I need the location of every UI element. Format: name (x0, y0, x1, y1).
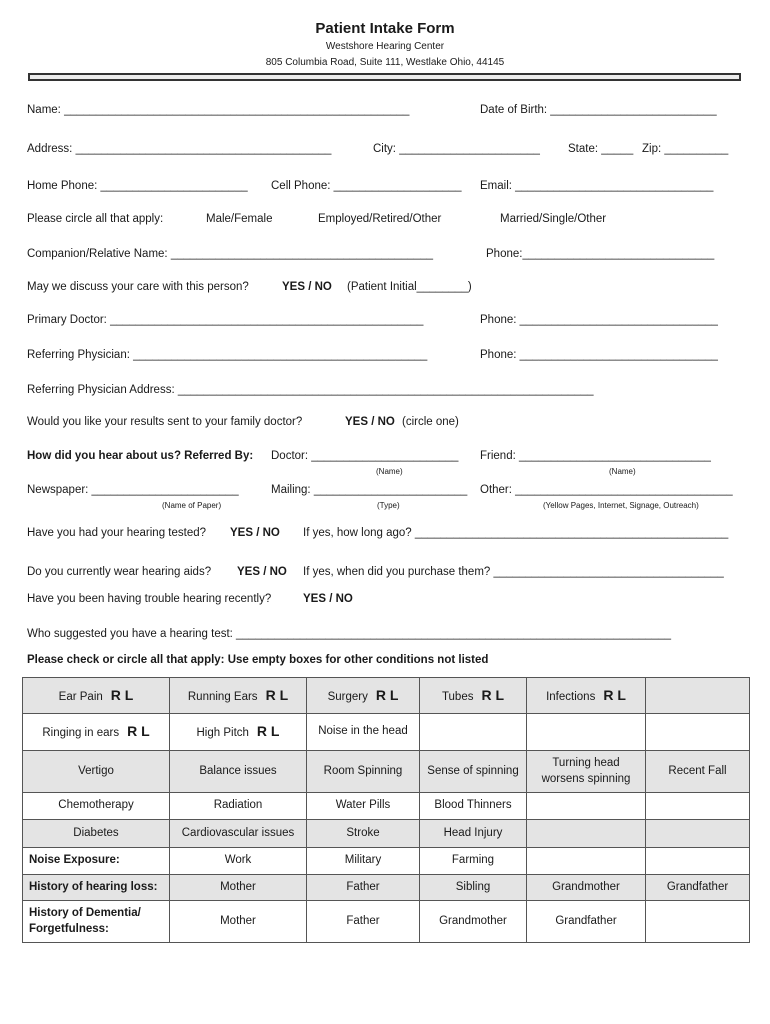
table-cell[interactable] (646, 714, 750, 751)
table-row (23, 714, 750, 751)
friend-name-hint: (Name) (609, 467, 636, 476)
table-cell[interactable]: Turning head worsens spinning (527, 751, 646, 793)
table-row-label: History of Dementia/ Forgetfulness: (23, 901, 170, 943)
table-cell[interactable]: Stroke (307, 820, 420, 848)
sex-options[interactable]: Male/Female (206, 213, 273, 225)
discuss-question: May we discuss your care with this person? (27, 281, 249, 293)
table-cell[interactable] (420, 714, 527, 751)
table-row (23, 875, 750, 901)
table-cell[interactable]: Military (307, 848, 420, 875)
table-row (23, 793, 750, 820)
table-cell[interactable] (527, 714, 646, 751)
cell-phone-field[interactable]: Cell Phone: ____________________ (271, 180, 462, 192)
home-phone-field[interactable]: Home Phone: _______________________ (27, 180, 248, 192)
table-cell[interactable]: Sense of spinning (420, 751, 527, 793)
table-cell[interactable]: Work (170, 848, 307, 875)
table-cell[interactable] (527, 820, 646, 848)
suggested-by-field[interactable]: Who suggested you have a hearing test: ____________________________________________________________________ (27, 628, 671, 640)
clinic-name: Westshore Hearing Center (325, 41, 445, 52)
primary-doctor-phone-field[interactable]: Phone: _______________________________ (480, 314, 718, 326)
table-cell[interactable]: Running Ears R L (170, 678, 307, 714)
zip-field[interactable]: Zip: __________ (642, 143, 729, 155)
tested-when-field[interactable]: If yes, how long ago? _________________________________________________ (303, 527, 729, 539)
table-row-label: History of hearing loss: (23, 875, 170, 901)
circle-label: Please circle all that apply: (27, 213, 164, 225)
table-cell[interactable] (646, 820, 750, 848)
companion-phone-field[interactable]: Phone:______________________________ (486, 248, 715, 260)
table-cell[interactable]: Surgery R L (307, 678, 420, 714)
table-cell[interactable]: Grandmother (420, 901, 527, 943)
table-cell[interactable] (527, 848, 646, 875)
table-row (23, 751, 750, 793)
table-row-label: Noise Exposure: (23, 848, 170, 875)
results-question: Would you like your results sent to your family doctor? (27, 416, 303, 428)
table-cell[interactable]: Noise in the head (307, 714, 420, 751)
table-row (23, 820, 750, 848)
employment-options[interactable]: Employed/Retired/Other (318, 213, 442, 225)
aids-purchase-field[interactable]: If yes, when did you purchase them? ____________________________________ (303, 566, 724, 578)
table-cell[interactable]: High Pitch R L (170, 714, 307, 751)
referral-friend-field[interactable]: Friend: ______________________________ (480, 450, 711, 462)
table-row (23, 678, 750, 714)
table-cell[interactable]: Father (307, 901, 420, 943)
table-cell[interactable]: Mother (170, 901, 307, 943)
page-title: Patient Intake Form (315, 20, 455, 37)
address-field[interactable]: Address: ________________________________________ (27, 143, 332, 155)
table-cell[interactable]: Grandfather (527, 901, 646, 943)
discuss-yes-no[interactable]: YES / NO (282, 281, 332, 293)
other-source-field[interactable]: Other: __________________________________ (480, 484, 733, 496)
table-cell[interactable]: Grandmother (527, 875, 646, 901)
table-cell[interactable] (646, 678, 750, 714)
table-cell[interactable]: Diabetes (23, 820, 170, 848)
tested-yes-no[interactable]: YES / NO (230, 527, 280, 539)
type-hint: (Type) (377, 501, 400, 510)
other-hint: (Yellow Pages, Internet, Signage, Outreach) (543, 501, 699, 510)
table-cell[interactable]: Father (307, 875, 420, 901)
trouble-question: Have you been having trouble hearing recently? (27, 593, 272, 605)
aids-yes-no[interactable]: YES / NO (237, 566, 287, 578)
newspaper-field[interactable]: Newspaper: _______________________ (27, 484, 239, 496)
table-cell[interactable]: Sibling (420, 875, 527, 901)
state-field[interactable]: State: _____ (568, 143, 634, 155)
table-cell[interactable] (646, 793, 750, 820)
table-cell[interactable] (646, 901, 750, 943)
tested-question: Have you had your hearing tested? (27, 527, 207, 539)
referring-address-field[interactable]: Referring Physician Address: _________________________________________________________________ (27, 384, 594, 396)
email-field[interactable]: Email: _______________________________ (480, 180, 714, 192)
table-cell[interactable]: Farming (420, 848, 527, 875)
results-note: (circle one) (402, 416, 459, 428)
doctor-name-hint: (Name) (376, 467, 403, 476)
table-row (23, 901, 750, 943)
patient-initial-field[interactable]: (Patient Initial________) (347, 281, 472, 293)
primary-doctor-field[interactable]: Primary Doctor: _________________________________________________ (27, 314, 424, 326)
table-cell[interactable]: Ear Pain R L (23, 678, 170, 714)
dob-field[interactable]: Date of Birth: __________________________ (480, 104, 717, 116)
check-instructions: Please check or circle all that apply: Use empty boxes for other conditions not listed (27, 654, 489, 666)
table-row (23, 848, 750, 875)
table-cell[interactable]: Mother (170, 875, 307, 901)
paper-hint: (Name of Paper) (162, 501, 222, 510)
trouble-yes-no[interactable]: YES / NO (303, 593, 353, 605)
referring-phone-field[interactable]: Phone: _______________________________ (480, 349, 718, 361)
table-cell[interactable]: Chemotherapy (23, 793, 170, 820)
table-cell[interactable]: Blood Thinners (420, 793, 527, 820)
table-cell[interactable] (646, 848, 750, 875)
table-cell[interactable]: Head Injury (420, 820, 527, 848)
table-cell[interactable] (527, 793, 646, 820)
hear-about-label: How did you hear about us? Referred By: (27, 450, 254, 462)
companion-field[interactable]: Companion/Relative Name: _________________________________________ (27, 248, 434, 260)
table-cell[interactable]: Cardiovascular issues (170, 820, 307, 848)
header-divider (28, 73, 741, 81)
mailing-field[interactable]: Mailing: ________________________ (271, 484, 468, 496)
clinic-address: 805 Columbia Road, Suite 111, Westlake Ohio, 44145 (265, 57, 505, 68)
aids-question: Do you currently wear hearing aids? (27, 566, 212, 578)
table-cell[interactable]: Radiation (170, 793, 307, 820)
table-cell[interactable]: Water Pills (307, 793, 420, 820)
table-cell[interactable]: Room Spinning (307, 751, 420, 793)
results-yes-no[interactable]: YES / NO (345, 416, 395, 428)
table-cell[interactable]: Ringing in ears R L (23, 714, 170, 751)
table-cell[interactable]: Balance issues (170, 751, 307, 793)
referral-doctor-field[interactable]: Doctor: _______________________ (271, 450, 459, 462)
table-cell[interactable]: Recent Fall (646, 751, 750, 793)
referring-physician-field[interactable]: Referring Physician: ______________________________________________ (27, 349, 428, 361)
table-cell[interactable]: Grandfather (646, 875, 750, 901)
table-cell[interactable]: Tubes R L (420, 678, 527, 714)
marital-options[interactable]: Married/Single/Other (500, 213, 607, 225)
city-field[interactable]: City: ______________________ (373, 143, 540, 155)
table-cell[interactable]: Vertigo (23, 751, 170, 793)
table-cell[interactable]: Infections R L (527, 678, 646, 714)
conditions-table (22, 677, 750, 943)
name-field[interactable]: Name: ______________________________________________________ (27, 104, 410, 116)
